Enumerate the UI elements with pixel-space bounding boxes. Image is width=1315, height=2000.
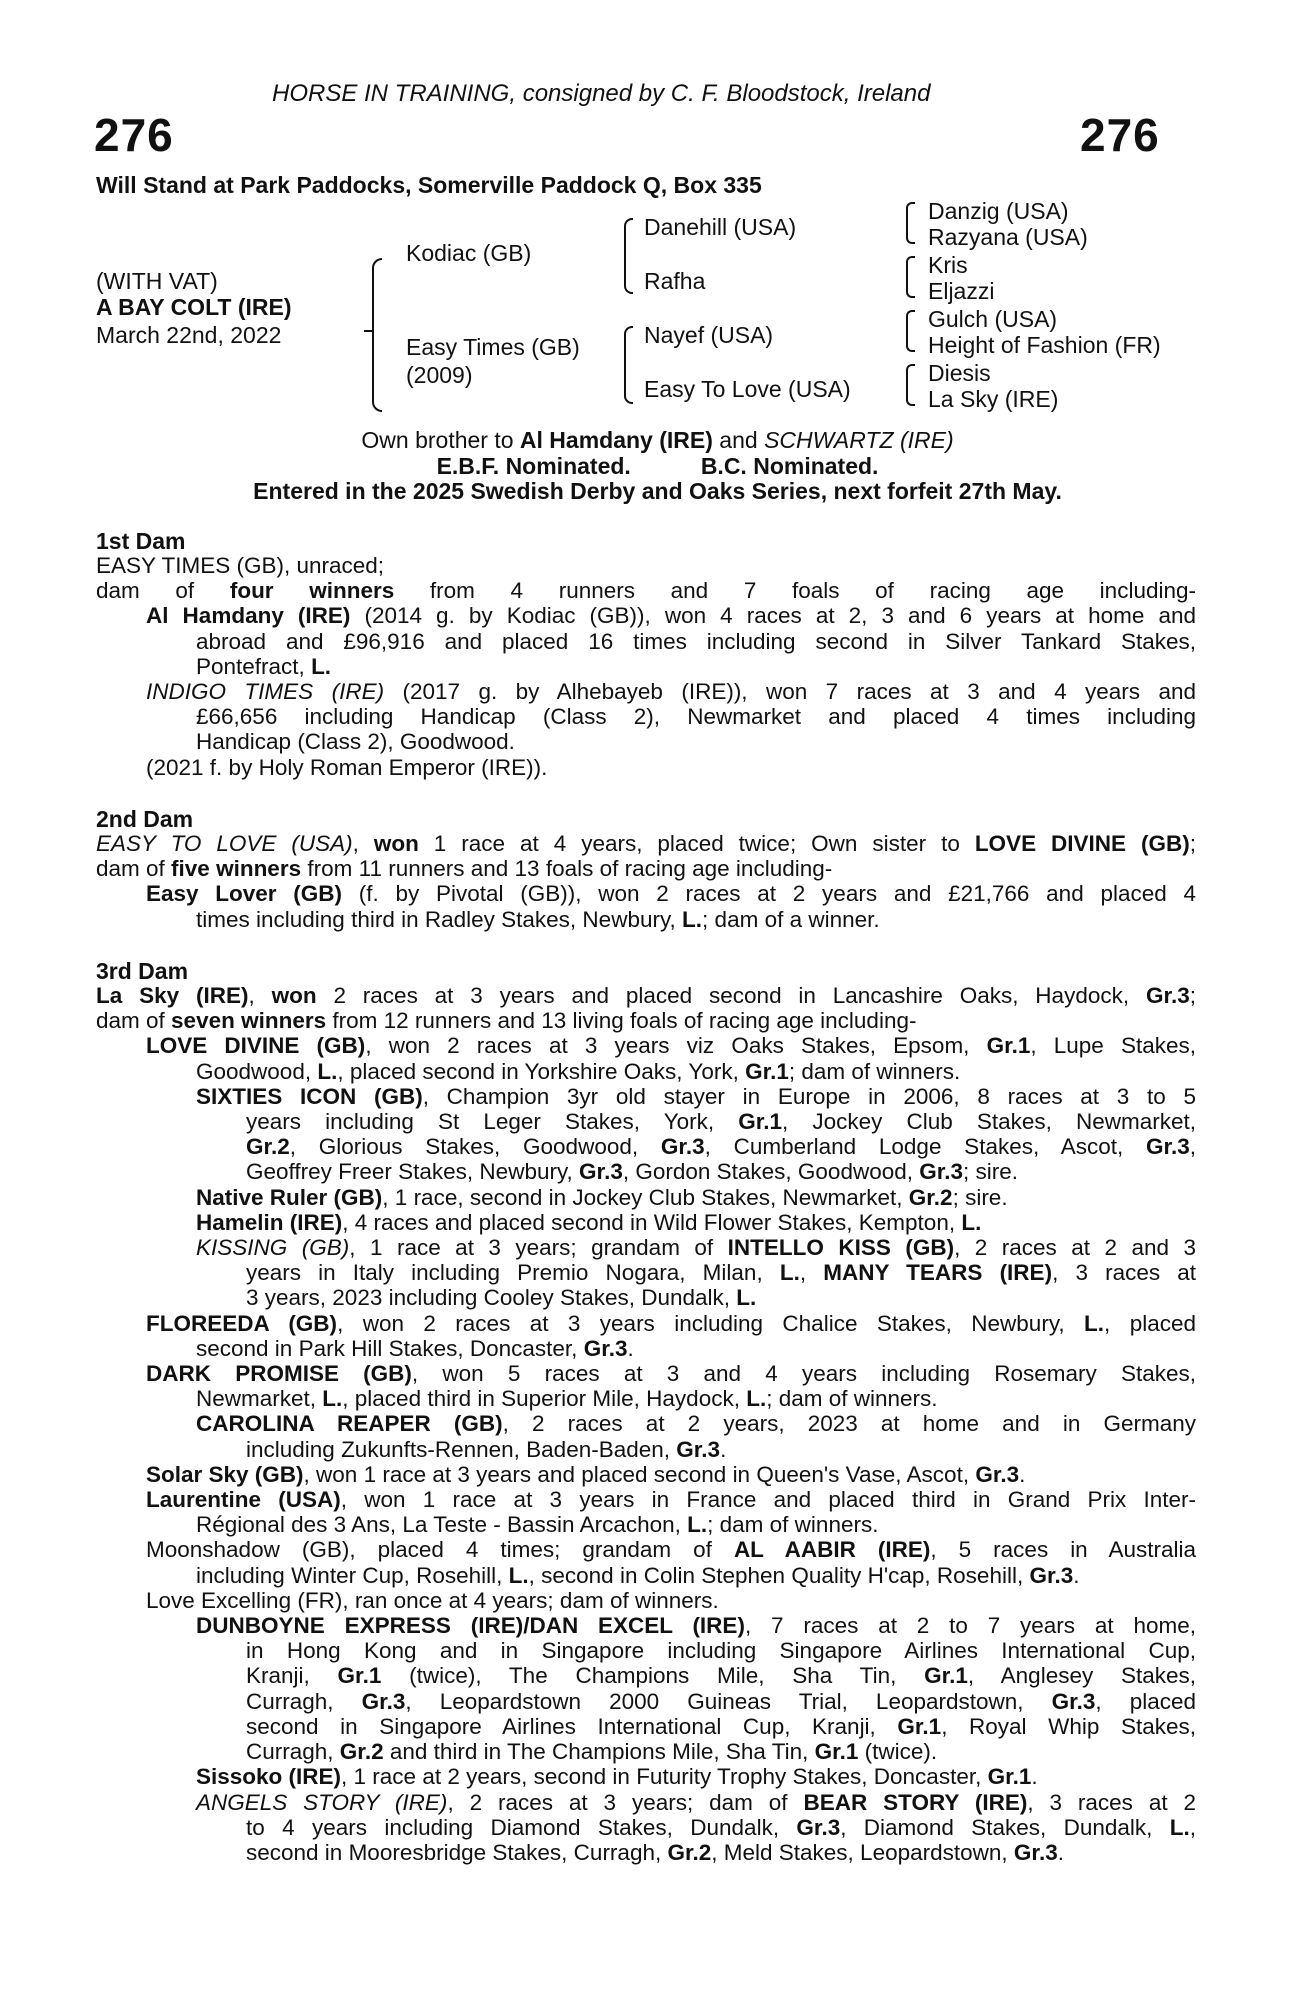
g3-name-3: Kris: [928, 252, 968, 278]
progeny-laurentine: Laurentine (USA), won 1 race at 3 years in France and placed third in Grand Prix Inter-: [146, 1487, 1196, 1513]
vat-label: (WITH VAT): [96, 268, 218, 294]
progeny-native-ruler: Native Ruler (GB), 1 race, second in Jockey Club Stakes, Newmarket, Gr.2; sire.: [196, 1184, 1008, 1210]
progeny-line: including Zukunfts-Rennen, Baden-Baden, Gr.3.: [246, 1436, 727, 1462]
progeny-floreeda: FLOREEDA (GB), won 2 races at 3 years including Chalice Stakes, Newbury, L., placed: [146, 1310, 1196, 1336]
progeny-line: £66,656 including Handicap (Class 2), Newmarket and placed 4 times including: [196, 704, 1196, 730]
dam-dam-name: Easy To Love (USA): [644, 376, 851, 402]
progeny-line: Curragh, Gr.3, Leopardstown 2000 Guineas Trial, Leopardstown, Gr.3, placed: [246, 1688, 1196, 1714]
progeny-line: Handicap (Class 2), Goodwood.: [196, 729, 515, 755]
progeny-line: to 4 years including Diamond Stakes, Dundalk, Gr.3, Diamond Stakes, Dundalk, L.,: [246, 1814, 1196, 1840]
progeny-dunboyne-express: DUNBOYNE EXPRESS (IRE)/DAN EXCEL (IRE), 7 races at 2 to 7 years at home,: [196, 1613, 1196, 1639]
dam-year: (2009): [406, 362, 473, 388]
horse-name: A BAY COLT (IRE): [96, 294, 292, 320]
progeny-easy-lover: Easy Lover (GB) (f. by Pivotal (GB)), won 2 races at 2 years and £21,766 and placed 4: [146, 881, 1196, 907]
g3-brace-2: [906, 256, 915, 298]
bc-nominated: B.C. Nominated.: [700, 453, 879, 479]
g3-name-1: Danzig (USA): [928, 198, 1069, 224]
progeny-line: 3 years, 2023 including Cooley Stakes, Dundalk, L.: [246, 1285, 757, 1311]
progeny-angels-story: ANGELS STORY (IRE), 2 races at 3 years; dam of BEAR STORY (IRE), 3 races at 2: [196, 1789, 1196, 1815]
progeny-line: in Hong Kong and in Singapore including Singapore Airlines International Cup,: [246, 1638, 1196, 1664]
pedigree-brace-main-lower: [372, 332, 382, 412]
consignor-line: HORSE IN TRAINING, consigned by C. F. Bloodstock, Ireland: [272, 80, 931, 107]
first-dam-section: [96, 553, 1196, 780]
progeny-line: times including third in Radley Stakes, Newbury, L.; dam of a winner.: [196, 906, 880, 932]
brother-note-name-2: SCHWARTZ (IRE): [764, 427, 954, 453]
dam-name: Easy Times (GB): [406, 334, 580, 360]
second-dam-line: EASY TO LOVE (USA), won 1 race at 4 years, placed twice; Own sister to LOVE DIVINE (GB);: [96, 831, 1197, 856]
progeny-line: Gr.2, Glorious Stakes, Goodwood, Gr.3, Cumberland Lodge Stakes, Ascot, Gr.3,: [246, 1134, 1196, 1160]
progeny-line: Goodwood, L., placed second in Yorkshire Oaks, York, Gr.1; dam of winners.: [196, 1058, 961, 1084]
progeny-line: years in Italy including Premio Nogara, Milan, L., MANY TEARS (IRE), 3 races at: [246, 1260, 1196, 1286]
progeny-line: second in Park Hill Stakes, Doncaster, Gr.3.: [196, 1335, 634, 1361]
brother-note-text: Own brother to: [361, 427, 520, 453]
progeny-hamelin: Hamelin (IRE), 4 races and placed second in Wild Flower Stakes, Kempton, L.: [196, 1209, 982, 1235]
sire-brace: [624, 218, 633, 294]
progeny-carolina-reaper: CAROLINA REAPER (GB), 2 races at 2 years, 2023 at home and in Germany: [196, 1411, 1196, 1437]
pedigree-brace-main: [372, 258, 382, 334]
first-dam-heading: 1st Dam: [96, 528, 186, 554]
g3-brace-4: [906, 364, 915, 406]
brother-note-name: Al Hamdany (IRE): [519, 427, 713, 453]
dam-brace: [624, 326, 633, 404]
progeny-al-hamdany: Al Hamdany (IRE) (2014 g. by Kodiac (GB)), won 4 races at 2, 3 and 6 years at home and: [146, 603, 1196, 629]
progeny-line: Curragh, Gr.2 and third in The Champions Mile, Sha Tin, Gr.1 (twice).: [246, 1739, 938, 1765]
progeny-line: Geoffrey Freer Stakes, Newbury, Gr.3, Gordon Stakes, Goodwood, Gr.3; sire.: [246, 1159, 1019, 1185]
progeny-line: Newmarket, L., placed third in Superior Mile, Haydock, L.; dam of winners.: [196, 1386, 938, 1412]
first-dam-line: dam of four winners from 4 runners and 7 foals of racing age including-: [96, 578, 1196, 604]
progeny-love-divine: LOVE DIVINE (GB), won 2 races at 3 years viz Oaks Stakes, Epsom, Gr.1, Lupe Stakes,: [146, 1033, 1197, 1059]
third-dam-section: [96, 983, 1196, 1865]
progeny-kissing: KISSING (GB), 1 race at 3 years; grandam of INTELLO KISS (GB), 2 races at 2 and 3: [196, 1235, 1196, 1261]
progeny-sissoko: Sissoko (IRE), 1 race at 2 years, second in Futurity Trophy Stakes, Doncaster, Gr.1.: [196, 1764, 1038, 1790]
progeny-love-excelling: Love Excelling (FR), ran once at 4 years; dam of winners.: [146, 1587, 719, 1613]
progeny-line: Kranji, Gr.1 (twice), The Champions Mile, Sha Tin, Gr.1, Anglesey Stakes,: [246, 1663, 1197, 1689]
lot-number-left: 276: [94, 109, 174, 161]
entered-note: Entered in the 2025 Swedish Derby and Oaks Series, next forfeit 27th May.: [253, 478, 1062, 504]
sire-dam-name: Rafha: [644, 268, 706, 294]
first-dam-line: EASY TIMES (GB), unraced;: [96, 553, 385, 578]
g3-name-4: Eljazzi: [928, 278, 995, 304]
third-dam-heading: 3rd Dam: [96, 958, 189, 984]
ebf-nominated: E.B.F. Nominated.: [436, 453, 631, 479]
location-line: Will Stand at Park Paddocks, Somerville Paddock Q, Box 335: [96, 172, 762, 198]
nominations: [0, 453, 1315, 480]
dam-sire-name: Nayef (USA): [644, 322, 774, 348]
progeny-line: second in Mooresbridge Stakes, Curragh, Gr.2, Meld Stakes, Leopardstown, Gr.3.: [246, 1839, 1064, 1865]
sire-name: Kodiac (GB): [406, 240, 532, 266]
progeny-line: Régional des 3 Ans, La Teste - Bassin Arcachon, L.; dam of winners.: [196, 1512, 879, 1538]
progeny-line: including Winter Cup, Rosehill, L., second in Colin Stephen Quality H'cap, Rosehill, Gr.3.: [196, 1562, 1080, 1588]
second-dam-section: [96, 831, 1196, 932]
progeny-solar-sky: Solar Sky (GB), won 1 race at 3 years and placed second in Queen's Vase, Ascot, Gr.3.: [146, 1461, 1026, 1487]
third-dam-line: dam of seven winners from 12 runners and 13 living foals of racing age including-: [96, 1008, 917, 1034]
progeny-indigo-times: INDIGO TIMES (IRE) (2017 g. by Alhebayeb (IRE)), won 7 races at 3 and 4 years and: [146, 679, 1196, 705]
lot-number-right: 276: [1080, 109, 1160, 161]
g3-name-7: Diesis: [928, 360, 991, 386]
brother-note-and: and: [712, 427, 765, 453]
g3-name-5: Gulch (USA): [928, 306, 1058, 332]
progeny-dark-promise: DARK PROMISE (GB), won 5 races at 3 and 4 years including Rosemary Stakes,: [146, 1361, 1196, 1387]
g3-brace-1: [906, 202, 915, 244]
g3-name-2: Razyana (USA): [928, 224, 1088, 250]
foaled-date: March 22nd, 2022: [96, 322, 282, 348]
progeny-line: years including St Leger Stakes, York, Gr.1, Jockey Club Stakes, Newmarket,: [246, 1109, 1196, 1135]
g3-name-6: Height of Fashion (FR): [928, 332, 1161, 358]
progeny-2021-filly: (2021 f. by Holy Roman Emperor (IRE)).: [146, 754, 548, 780]
third-dam-line: La Sky (IRE), won 2 races at 3 years and placed second in Lancashire Oaks, Haydock, Gr.3;: [96, 983, 1196, 1008]
progeny-line: Pontefract, L.: [196, 653, 332, 679]
pedigree-brace-main-point: [364, 330, 372, 334]
brother-note: [0, 428, 1315, 453]
g3-brace-3: [906, 310, 915, 352]
second-dam-heading: 2nd Dam: [96, 806, 194, 832]
progeny-moonshadow: Moonshadow (GB), placed 4 times; grandam of AL AABIR (IRE), 5 races in Australia: [146, 1537, 1196, 1563]
progeny-line: second in Singapore Airlines International Cup, Kranji, Gr.1, Royal Whip Stakes,: [246, 1713, 1197, 1739]
sire-sire-name: Danehill (USA): [644, 214, 797, 240]
progeny-line: abroad and £96,916 and placed 16 times including second in Silver Tankard Stakes,: [196, 628, 1196, 654]
progeny-sixties-icon: SIXTIES ICON (GB), Champion 3yr old stayer in Europe in 2006, 8 races at 3 to 5: [196, 1083, 1196, 1109]
g3-name-8: La Sky (IRE): [928, 386, 1059, 412]
second-dam-line: dam of five winners from 11 runners and 13 foals of racing age including-: [96, 856, 833, 882]
